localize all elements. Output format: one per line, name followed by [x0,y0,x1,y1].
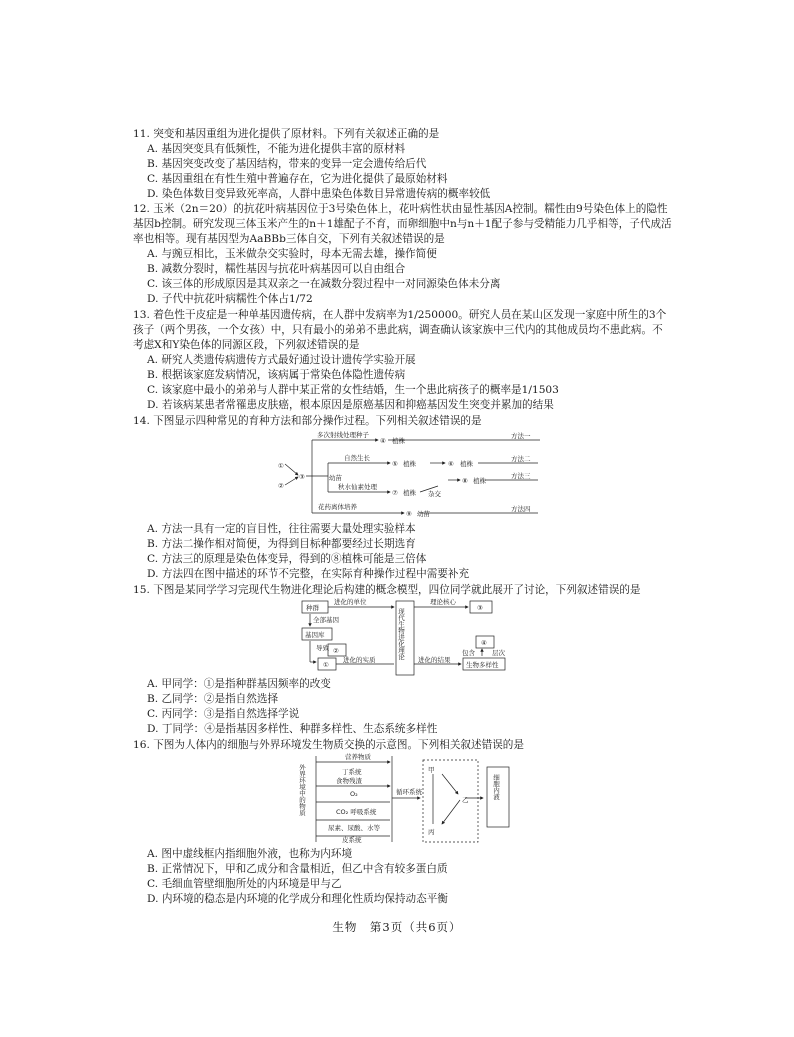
evolution-concept-model [298,598,538,678]
fig14-label-natural: 自然生长 [344,454,370,462]
fig14-plant-5: 植株 [403,460,416,468]
fig16-cell-fluid: 细胞内液 [492,774,500,800]
fig16-jia: 甲 [428,766,435,774]
question-14 [133,414,673,429]
fig15-unit: 进化的单位 [334,598,367,606]
option-a: A. 研究人类遗传病遗传方式最好通过设计遗传学实验开展 [147,354,416,366]
fig15-node-2: ② [333,647,339,655]
option-d: D. 内环境的稳态是内环境的化学成分和理化性质均保持动态平衡 [147,893,448,905]
breeding-methods-diagram [270,430,545,522]
option-b: B. 正常情况下，甲和乙成分和含量相近，但乙中含有较多蛋白质 [147,863,448,875]
fig14-label-anther: 花药离体培养 [318,503,357,511]
fig15-essence: 进化的实质 [343,656,376,664]
fig14-plant-6: 植株 [460,460,473,468]
question-15 [133,583,673,598]
question-12 [133,202,673,307]
fig14-node-7: ⑦ [392,489,398,497]
fig14-node-9: ⑨ [406,510,412,518]
option-b: B. 减数分裂时，糯性基因与抗花叶病基因可以自由组合 [147,263,406,275]
fig14-label-cross: 杂交 [428,490,441,498]
option-a: A. 与豌豆相比，玉米做杂交实验时，母本无需去雄，操作简便 [147,248,437,260]
fig16-skin: 皮系统 [342,836,362,844]
fig14-node-2: ② [278,482,284,490]
fig15-node-4: ④ [481,639,487,647]
page-footer: 生物 第3页（共6页） [332,920,462,934]
question-14-options [133,522,673,582]
material-exchange-diagram [300,752,540,846]
option-c: C. 该家庭中最小的弟弟与人群中某正常的女性结婚，生一个患此病孩子的概率是1/1503 [147,384,559,396]
option-c: C. 丙同学：③是指自然选择学说 [147,708,300,720]
option-c: C. 毛细血管壁细胞所处的内环境是甲与乙 [147,878,342,890]
fig14-plant-4: 植株 [392,437,405,445]
question-stem: 14. 下图显示四种常见的育种方法和部分操作过程。下列相关叙述错误的是 [133,415,482,427]
option-c: C. 方法三的原理是染色体变异，得到的⑧植株可能是三倍体 [147,553,427,565]
option-d: D. 丁同学：④是指基因多样性、种群多样性、生态系统多样性 [147,723,438,735]
fig15-center: 现代生物进化理论 [397,608,405,660]
fig16-urine: 尿素、尿酸、水等 [328,824,380,832]
fig15-result: 进化的结果 [418,656,451,664]
fig16-digestive: 丁系统 [342,768,362,776]
fig15-node-1: ① [323,661,329,669]
question-15-options [133,677,673,737]
option-b: B. 方法二操作相对简便，为得到目标种都要经过长期选育 [147,538,416,550]
fig15-all-genes: 全部基因 [313,616,339,624]
option-b: B. 根据该家庭发病情况，该病属于常染色体隐性遗传病 [147,369,406,381]
option-a: A. 图中虚线框内指细胞外液，也称为内环境 [147,848,353,860]
fig16-co2-resp: CO₂ 呼吸系统 [336,808,377,816]
option-b: B. 基因突变改变了基因结构，带来的变异一定会遗传给后代 [147,158,427,170]
fig14-plant-7: 植株 [403,489,416,497]
fig16-food-residue: 食物残渣 [336,777,362,785]
question-16-options [133,847,673,907]
fig15-core: 理论核心 [430,598,456,606]
fig14-node-1: ① [278,462,284,470]
fig14-node-5: ⑤ [392,460,398,468]
fig14-label-radiation: 多次射线处理种子 [317,431,369,439]
fig14-node-3: ③ [299,473,305,481]
option-a: A. 基因突变具有低频性，不能为进化提供丰富的原材料 [147,143,406,155]
fig14-method-3: 方法三 [511,472,531,480]
fig14-label-seedling-end: 幼苗 [417,510,430,518]
fig14-method-2: 方法二 [511,455,531,463]
fig16-o2: O₂ [350,790,358,798]
question-13 [133,308,673,413]
option-a: A. 甲同学：①是指种群基因频率的改变 [147,678,331,690]
fig15-include: 包含 [462,649,475,657]
option-d: D. 若该病某患者常罹患皮肤癌，根本原因是原癌基因和抑癌基因发生突变并累加的结果 [147,399,554,411]
fig16-yi: 乙 [462,796,469,804]
question-stem: 12. 玉米（2n＝20）的抗花叶病基因位于3号染色体上，花叶病性状由显性基因A控制。糯性由9号染色体上的隐性基因b控制。研究发现三体玉米产生的n＋1雄配子不育，而卵细胞中n与n＋1配子参与受精能力几乎相等，子代成活率也相等。现有基因型为AaBBb三体自交，下列有关叙述错误的是 [133,203,672,245]
fig16-outside: 外界环境中的物质 [298,764,306,816]
fig14-label-seedling: 幼苗 [329,474,342,482]
fig14-node-6: ⑥ [448,460,454,468]
option-d: D. 子代中抗花叶病糯性个体占1/72 [147,293,313,305]
question-stem: 16. 下图为人体内的细胞与外界环境发生物质交换的示意图。下列相关叙述错误的是 [133,739,524,751]
fig15-leads-to: 导致 [316,644,329,652]
fig16-bing: 丙 [428,828,435,836]
fig15-biodiversity: 生物多样性 [466,661,499,669]
option-c: C. 基因重组在有性生殖中普遍存在，它为进化提供了最原始材料 [147,173,448,185]
option-d: D. 方法四在图中描述的环节不完整，在实际育种操作过程中需要补充 [147,568,470,580]
fig14-node-4: ④ [380,437,386,445]
option-d: D. 染色体数目变异致死率高，人群中患染色体数目异常遗传病的概率较低 [147,188,491,200]
question-11 [133,127,673,202]
option-b: B. 乙同学：②是指自然选择 [147,693,279,705]
fig14-node-8: ⑧ [462,477,468,485]
fig15-population: 种群 [306,604,319,612]
option-c: C. 该三体的形成原因是其双亲之一在减数分裂过程中一对同源染色体未分离 [147,278,501,290]
fig14-method-4: 方法四 [511,505,531,513]
fig14-label-colchicine: 秋水仙素处理 [338,483,377,491]
fig15-node-3: ③ [477,604,483,612]
fig15-level: 层次 [492,649,505,657]
fig16-circulation: 循环系统 [396,788,422,796]
question-16 [133,738,673,753]
question-stem: 15. 下图是某同学学习完现代生物进化理论后构建的概念模型，四位同学就此展开了讨论，下列叙述错误的是 [133,584,641,596]
fig15-gene-pool: 基因库 [305,631,325,639]
fig14-method-1: 方法一 [511,432,531,440]
option-a: A. 方法一具有一定的盲目性，往往需要大量处理实验样本 [147,523,416,535]
fig16-nutrients: 营养物质 [345,753,371,761]
question-stem: 11. 突变和基因重组为进化提供了原材料。下列有关叙述正确的是 [133,128,440,140]
fig14-plant-8: 植株 [473,477,486,485]
question-stem: 13. 着色性干皮症是一种单基因遗传病，在人群中发病率为1/250000。研究人员在某山区发现一家庭中所生的3个孩子（两个男孩，一个女孩）中，只有最小的弟弟不患此病，调查确认该家族中三代内的其他成员均不患此病。不考虑X和Y染色体的同源区段，下列叙述错误的是 [133,309,667,351]
